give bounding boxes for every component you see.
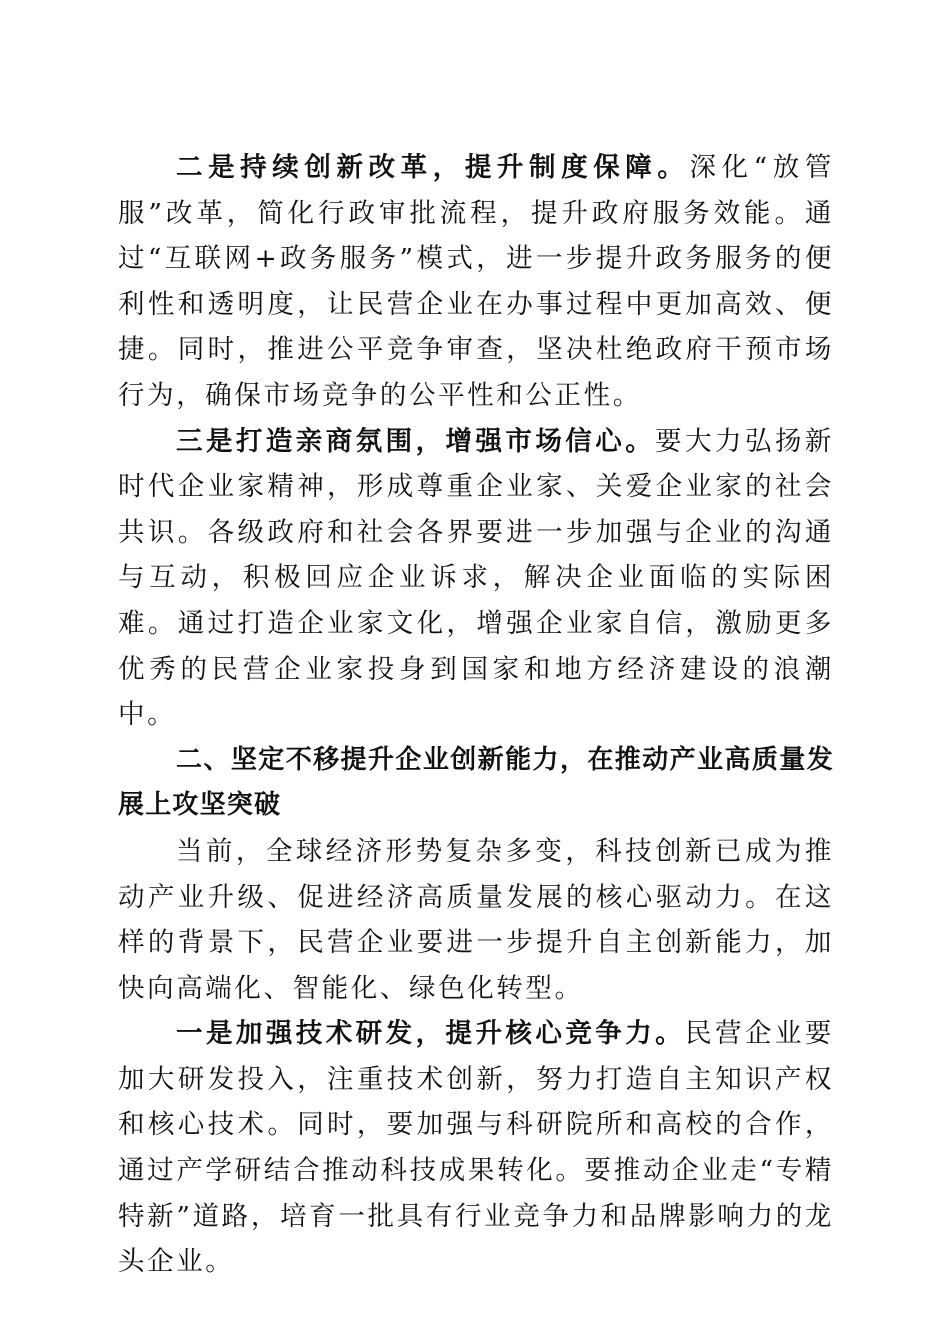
paragraph-institutional-reform [118,145,834,419]
paragraph-lead: 一是加强技术研发，提升核心竞争力。 [176,1018,686,1050]
paragraph-innovation-intro [118,829,834,1011]
paragraph-tech-rnd [118,1011,834,1285]
paragraph-body: 当前，全球经济形势复杂多变，科技创新已成为推动产业升级、促进经济高质量发展的核心驱动力。在这样的背景下，民营企业要进一步提升自主创新能力，加快向高端化、智能化、绿色化转型。 [118,835,834,1004]
paragraph-body: 深化“放管服”改革，简化行政审批流程，提升政府服务效能。通过“互联网+政务服务”模式，进一步提升政务服务的便利性和透明度，让民营企业在办事过程中更加高效、便捷。同时，推进公平竞争审查，坚决杜绝政府干预市场行为，确保市场竞争的公平性和公正性。 [118,152,834,411]
section-heading: 二、坚定不移提升企业创新能力，在推动产业高质量发展上攻坚突破 [118,744,834,821]
paragraph-lead: 三是打造亲商氛围，增强市场信心。 [176,425,656,457]
paragraph-body: 民营企业要加大研发投入，注重技术创新，努力打造自主知识产权和核心技术。同时，要加强与科研院所和高校的合作，通过产学研结合推动科技成果转化。要推动企业走“专精特新”道路，培育一批具有行业竞争力和品牌影响力的龙头企业。 [118,1018,834,1278]
paragraph-business-climate [118,419,834,738]
document-page [118,145,834,1285]
paragraph-body: 要大力弘扬新时代企业家精神，形成尊重企业家、关爱企业家的社会共识。各级政府和社会各界要进一步加强与企业的沟通与互动，积极回应企业诉求，解决企业面临的实际困难。通过打造企业家文化，增强企业家自信，激励更多优秀的民营企业家投身到国家和地方经济建设的浪潮中。 [118,425,834,731]
paragraph-lead: 二是持续创新改革，提升制度保障。 [176,152,690,183]
